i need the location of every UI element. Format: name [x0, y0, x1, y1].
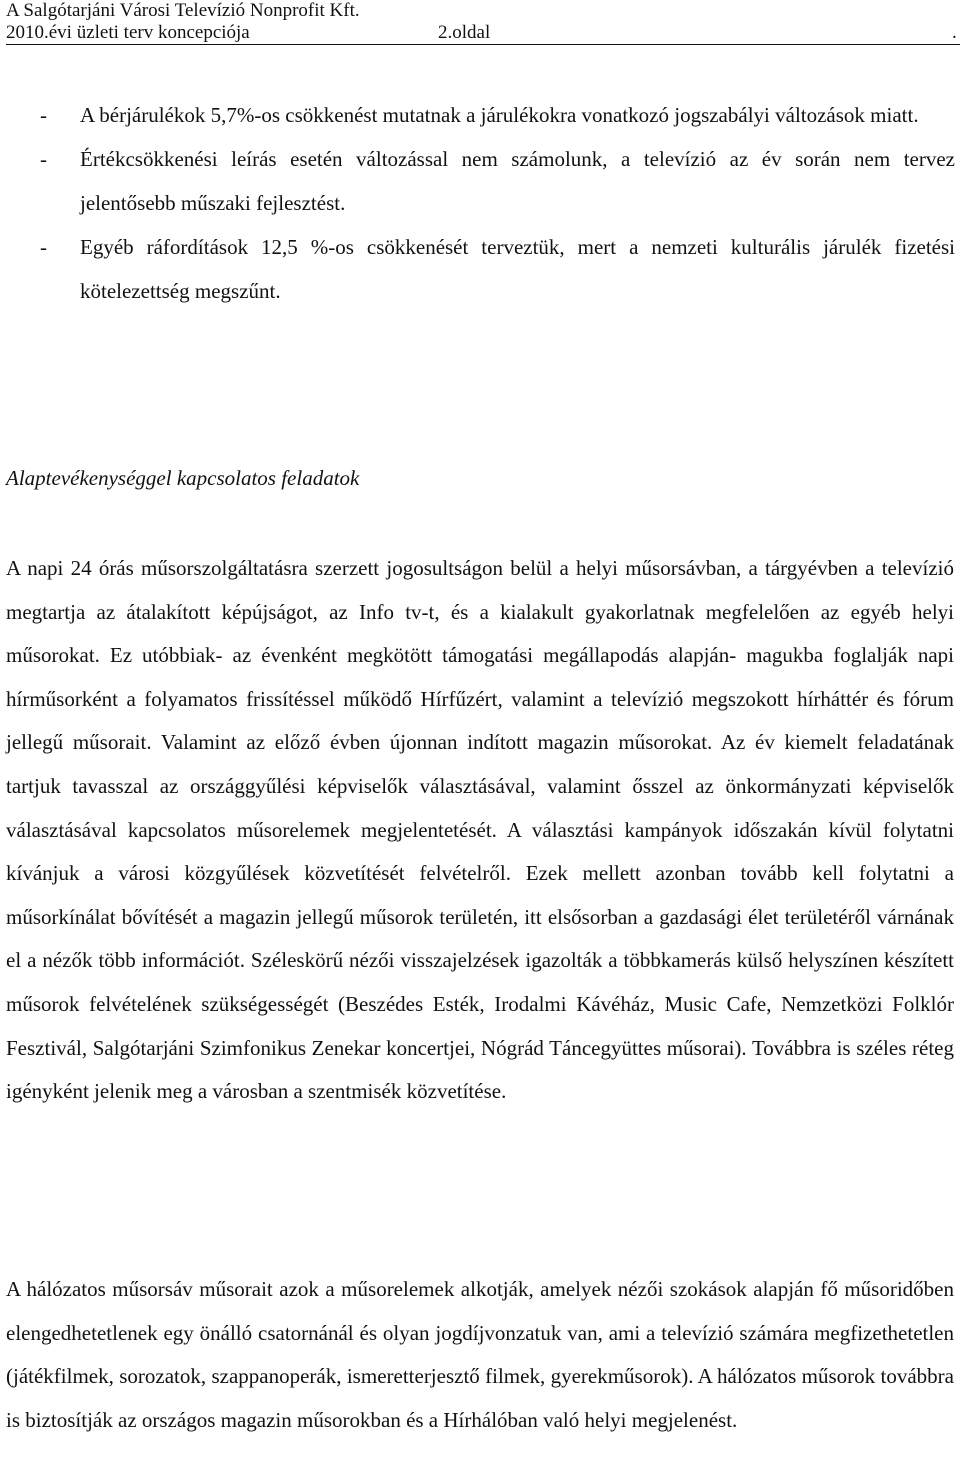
bullet-item-1: [0, 93, 955, 137]
bullet-list: [0, 93, 955, 313]
header-trailing-dot: .: [952, 22, 957, 43]
bullet-item-3: [0, 225, 955, 313]
section-title: Alaptevékenységgel kapcsolatos feladatok: [6, 466, 360, 490]
header-line-2: [6, 22, 957, 44]
bullet-text: Értékcsökkenési leírás esetén változással nem számolunk, a televízió az év során nem tervez jelentősebb műszaki fejlesztést.: [80, 147, 955, 215]
bullet-dash: -: [40, 147, 47, 171]
bullet-dash: -: [40, 103, 47, 127]
header-plan-title: 2010.évi üzleti terv koncepciója: [6, 22, 250, 43]
body-paragraph-2: A hálózatos műsorsáv műsorait azok a műsorelemek alkotják, amelyek nézői szokások alapján fő műsoridőben elengedhetetlenek egy önálló csatornánál és olyan jogdíjvonzatuk van, ami a televízió számára megfizethetetlen (játékfilmek, sorozatok, szappanoperák, ismeretterjesztő filmek, gyerekműsorok). A hálózatos műsorok továbbra is biztosítják az országos magazin műsorokban és a Hírhálóban való helyi megjelenést.: [6, 1277, 954, 1432]
bullet-text: Egyéb ráfordítások 12,5 %-os csökkenését terveztük, mert a nemzeti kulturális járulék fizetési kötelezettség megszűnt.: [80, 235, 955, 303]
header-rule: [6, 44, 960, 45]
body-paragraph-1: A napi 24 órás műsorszolgáltatásra szerzett jogosultságon belül a helyi műsorsávban, a tárgyévben a televízió megtartja az átalakított képújságot, az Info tv-t, és a kialakult gyakorlatnak megfelelően az egyéb helyi műsorokat. Ez utóbbiak- az évenként megkötött támogatási megállapodás alapján- magukba foglalják napi hírműsorként a folyamatos frissítéssel működő Hírfűzért, valamint a televízió megszokott hírháttér és fórum jellegű műsorait. Valamint az előző évben újonnan indított magazin műsorokat. Az év kiemelt feladatának tartjuk tavasszal az országgyűlési képviselők választásával, valamint ősszel az önkormányzati képviselők választásával kapcsolatos műsorelemek megjelentetését. A választási kampányok időszakán kívül folytatni kívánjuk a városi közgyűlések közvetítését felvételről. Ezek mellett azonban tovább kell folytatni a műsorkínálat bővítését a magazin jellegű műsorok területén, itt elsősorban a gazdasági élet területéről várnának el a nézők több információt. Széleskörű nézői visszajelzések igazolták a többkamerás külső helyszínen készített műsorok felvételének szükségességét (Beszédes Esték, Irodalmi Kávéház, Music Cafe, Nemzetközi Folklór Fesztivál, Salgótarjáni Szimfonikus Zenekar koncertjei, Nógrád Táncegyüttes műsorai). Továbbra is széles réteg igényként jelenik meg a városban a szentmisék közvetítése.: [6, 556, 954, 1104]
bullet-item-2: [0, 137, 955, 225]
bullet-text: A bérjárulékok 5,7%-os csökkenést mutatnak a járulékokra vonatkozó jogszabályi változások miatt.: [80, 103, 919, 127]
page-header: [6, 0, 957, 44]
bullet-dash: -: [40, 235, 47, 259]
header-company: A Salgótarjáni Városi Televízió Nonprofit Kft.: [6, 0, 360, 21]
header-page-number: 2.oldal: [438, 22, 491, 43]
